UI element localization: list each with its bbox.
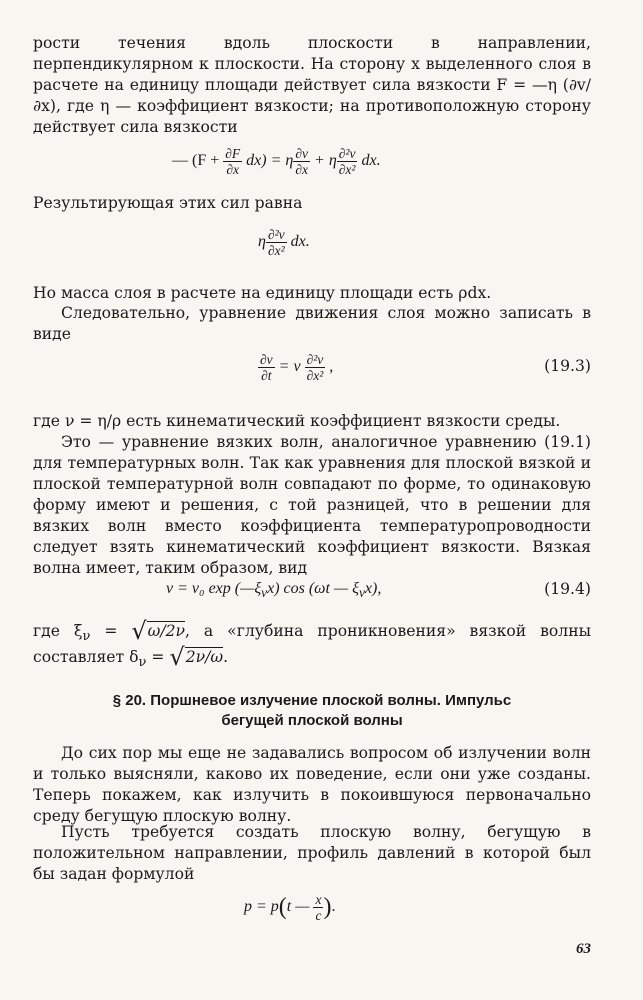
eq3-frac-d2v-dx2 [305,352,326,383]
eq4-sub2: ν [359,585,365,601]
eq1-end: dx. [357,152,381,170]
p7-sqrt-arg: ω/2ν [147,622,186,640]
eq2-numerator: ∂²v [267,227,285,242]
eq2-end: dx. [286,233,310,251]
eq3-frac-dv-dt [258,352,275,383]
p7-depth-text: , а «глубина проникновения» вязкой волны составляет δ [33,622,592,667]
eq5-paren-left: ( [278,894,287,921]
paragraph-kinematic-viscosity: где ν = η/ρ есть кинематический коэффициент вязкости среды. [33,412,561,430]
eq2-eta: η [258,233,266,251]
eq3-denominator: ∂t [261,368,272,383]
p7-equals-2: = [146,648,170,667]
eq5-end: . [331,898,336,916]
p7-sub-nu-2: ν [138,655,147,671]
eq1-mid: dx) = η [242,152,294,170]
eq1-frac-dF-dx [223,146,242,177]
eq5-frac-x-c [313,892,323,923]
eq1-frac-dv-dx [293,146,310,177]
equation-pressure-profile [244,892,335,923]
sqrt-sign-1: √ [131,617,147,645]
eq3-denominator-2: ∂x² [306,368,324,383]
paragraph-equation-of-motion: Следовательно, уравнение движения слоя можно записать в виде [33,304,591,343]
paragraph-penetration-depth [33,617,592,673]
eq5-t: t — [286,898,314,916]
eq3-equals-nu: = ν [274,358,305,376]
eq3-end: , [325,358,334,376]
equation-19-4 [166,578,381,604]
eq2-frac [266,227,287,258]
equation-opposite-force [172,146,381,177]
eq1-denominator-dx2: ∂x [295,162,309,177]
eq4-part1: v = v₀ exp (—ξ [166,580,262,597]
eq1-numerator-d2v: ∂²v [338,146,356,161]
eq5-left: p = p [244,898,279,916]
paragraph-viscous-force: рости течения вдоль плоскости в направлении, перпендикулярном к плоскости. На сторону x выделенного слоя в расчете на единицу площади действует сила вязкости F = —η (∂v/∂x), где η — коэффициент вязкости; на противоположную сторону действует сила вязкости [33,34,591,136]
eq5-denominator: c [315,908,322,923]
eq1-frac-d2v-dx2 [337,146,358,177]
eq3-numerator: ∂v [260,352,273,367]
eq1-denominator-dx: ∂x [226,162,240,177]
paragraph-resultant: Результирующая этих сил равна [33,194,303,212]
paragraph-viscous-waves: Это — уравнение вязких волн, аналогичное уравнению (19.1) для температурных волн. Так как уравнения для плоской вязкой и плоской температурной волн совпадают по форме, то одинаковую форму имеют и решения, с той разницей, что в решении для вязких волн вместо коэффициента температуропроводности следует взять кинематический коэффициент вязкости. Вязкая волна имеет, таким образом, вид [33,433,591,577]
page-number: 63 [576,941,591,957]
section-heading-line1: § 20. Поршневое излучение плоской волны. Импульс [112,692,512,709]
p7-equals: = [90,622,132,640]
equation-19-3 [258,352,333,383]
eq5-numerator: x [315,892,322,907]
eq4-sub1: ν [261,585,268,601]
section-heading-line2: бегущей плоской волны [221,712,403,729]
sqrt-sign-2: √ [169,643,185,672]
equation-resultant [258,227,310,258]
eq4-part2: x) cos (ωt — ξ [267,580,359,597]
eq1-denominator-dx3: ∂x² [338,162,356,177]
eq2-denominator: ∂x² [267,243,285,258]
paragraph-radiation-intro: До сих пор мы еще не задавались вопросом об излучении волн и только выясняли, каково их поведение, если они уже созданы. Теперь покажем, как излучить в покоившуюся первоначально среду бегущую плоскую волну. [33,744,591,825]
eq1-numerator-dF: ∂F [225,146,241,161]
eq1-numerator-dv: ∂v [295,146,309,161]
eq1-left: — (F + [172,152,224,170]
eq5-paren-right: ) [323,894,332,921]
p7-sub-nu: ν [82,629,91,645]
eq3-numerator-2: ∂²v [306,352,324,367]
p7-where-xi: где ξ [33,622,83,640]
eq4-part3: x), [364,580,382,597]
paragraph-plane-wave-task: Пусть требуется создать плоскую волну, бегущую в положительном направлении, профиль давлений в которой был бы задан формулой [33,823,591,883]
equation-number-19-4: (19.4) [544,580,591,598]
paragraph-mass: Но масса слоя в расчете на единицу площади есть ρdx. [33,284,492,302]
eq1-plus: + η [310,152,337,170]
p7-period: . [223,648,229,667]
p7-sqrt-arg-2: 2ν/ω [185,648,224,667]
equation-number-19-3: (19.3) [544,357,591,375]
